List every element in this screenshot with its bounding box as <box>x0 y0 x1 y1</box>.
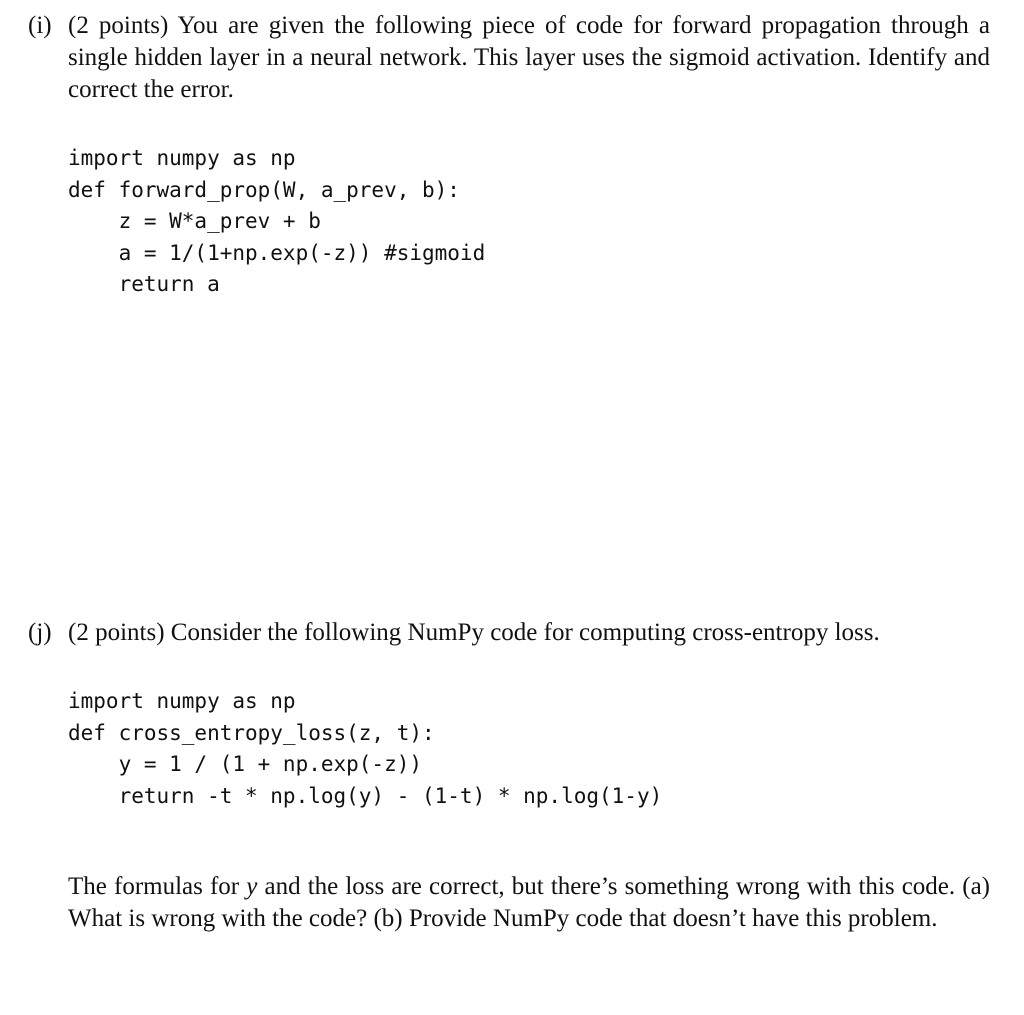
code-line-return-loss: return -t * np.log(y) - (1-t) * np.log(1-y) <box>68 783 663 808</box>
problem-j-text-wrapper <box>68 617 990 649</box>
code-line-return: return a <box>68 272 220 296</box>
problem-j-label: (j) <box>28 619 52 646</box>
problem-j-prompt <box>28 617 990 649</box>
problem-j <box>28 617 991 932</box>
problem-j-code-block <box>68 686 662 812</box>
problem-i-label: (i) <box>28 12 52 39</box>
problem-j-points: (2 points) <box>68 619 165 646</box>
code-line-z-assignment: z = W*a_prev + b <box>68 209 321 233</box>
followup-question: and the loss are correct, but there’s something wrong with this code. (a) What is wrong with the code? (b) Provide NumPy code that doesn’t have this problem. <box>68 873 991 932</box>
problem-i-code-block <box>68 143 485 301</box>
problem-j-followup <box>68 871 990 935</box>
code-line-y-assignment: y = 1 / (1 + np.exp(-z)) <box>68 752 423 776</box>
code-line-import: import numpy as np <box>68 689 296 713</box>
code-line-sigmoid: a = 1/(1+np.exp(-z)) #sigmoid <box>68 240 486 265</box>
problem-i <box>28 10 990 296</box>
followup-intro: The formulas for <box>68 873 240 900</box>
problem-j-question: Consider the following NumPy code for computing cross-entropy loss. <box>170 619 880 646</box>
code-line-import: import numpy as np <box>68 146 296 170</box>
variable-y: y <box>246 873 258 900</box>
problem-i-prompt <box>28 10 990 106</box>
problem-i-points: (2 points) <box>68 12 169 39</box>
problem-i-text-wrapper <box>68 10 990 106</box>
code-line-function-def: def cross_entropy_loss(z, t): <box>68 720 435 745</box>
code-line-function-def: def forward_prop(W, a_prev, b): <box>68 177 460 202</box>
problem-i-question: You are given the following piece of code for forward propagation through a single hidden layer in a neural network. This layer uses the sigmoid activation. Identify and correct the error. <box>68 12 990 103</box>
